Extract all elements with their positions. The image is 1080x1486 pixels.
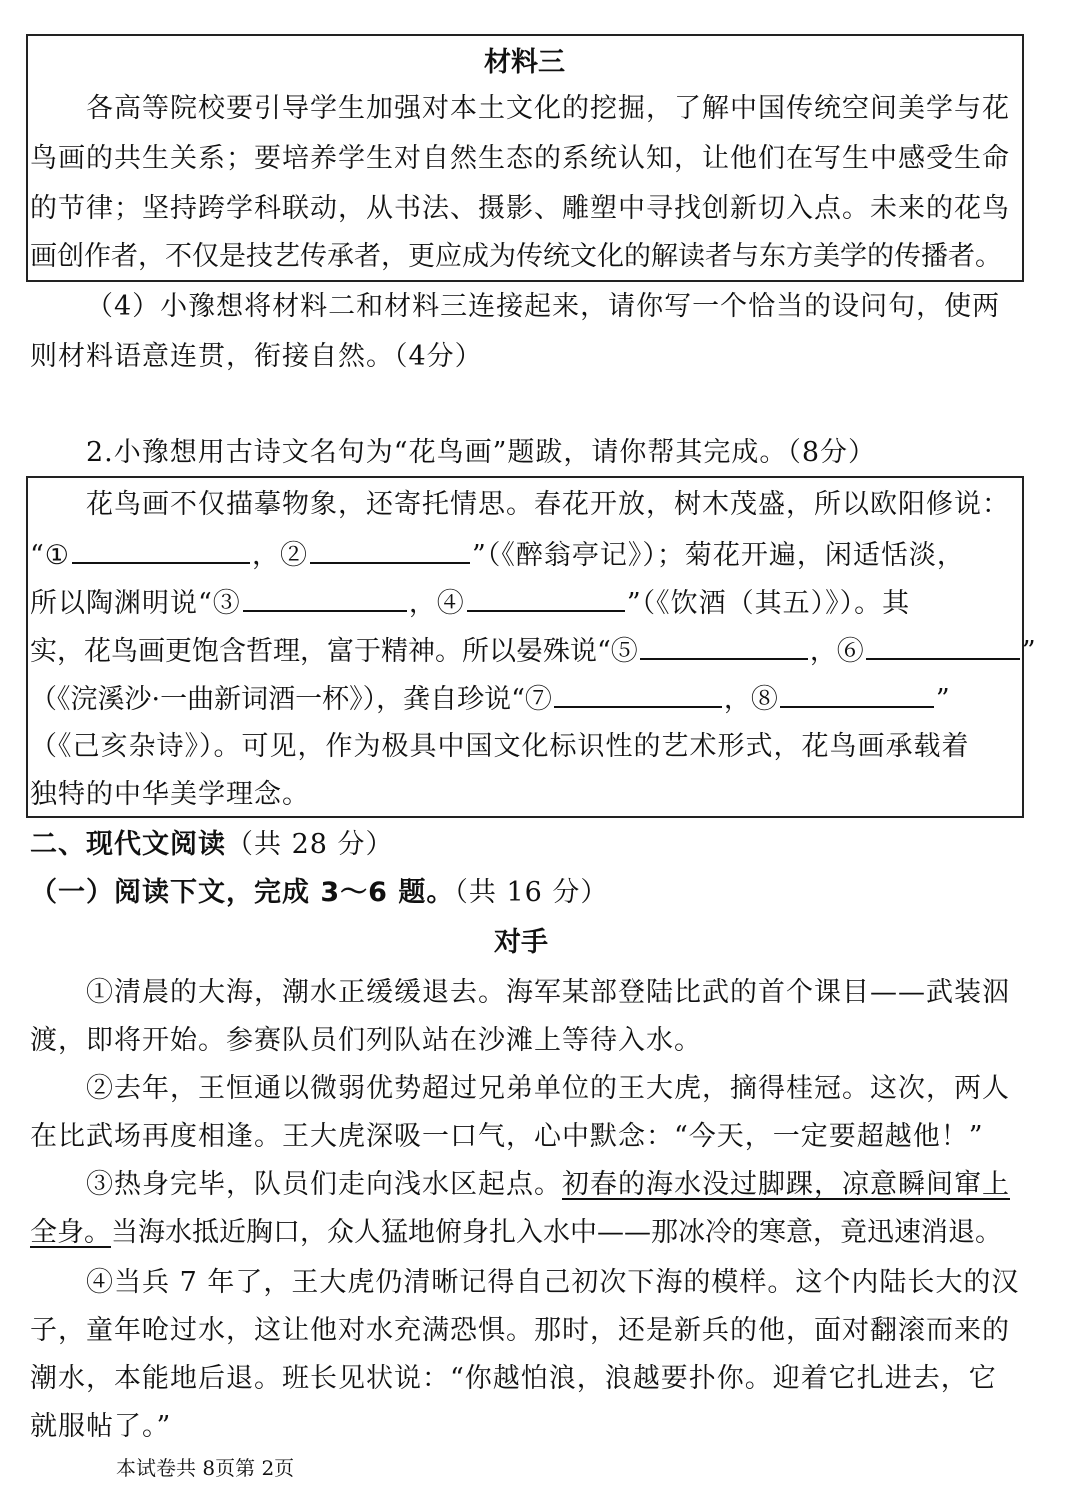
blank-4[interactable] — [467, 584, 625, 612]
material3-title: 材料三 — [484, 47, 565, 78]
material3-line-1: 各高等院校要引导学生加强对本土文化的挖掘，了解中国传统空间美学与花 — [86, 93, 1010, 124]
article-p3b — [30, 1216, 1002, 1250]
article-p3b-underlined: 全身。 — [30, 1217, 111, 1248]
q2-l4a: 实，花鸟画更饱含哲理，富于精神。所以晏殊说“⑤ — [30, 636, 638, 667]
section2-heading — [30, 828, 394, 862]
blank-7[interactable] — [554, 680, 722, 708]
material3-line-2: 鸟画的共生关系；要培养学生对自然生态的系统认知，让他们在写生中感受生命 — [30, 143, 1010, 174]
q2-l2a: “① — [30, 540, 71, 571]
q2-line-2 — [30, 536, 965, 573]
section2-sub-rest: （共 16 分） — [454, 877, 609, 908]
blank-6[interactable] — [866, 632, 1020, 660]
q2-l4c: ” — [1021, 636, 1036, 667]
page-footer: 本试卷共 8页第 2页 — [116, 1456, 295, 1480]
q2-l3a: 所以陶渊明说“③ — [30, 588, 241, 619]
q2-l5b: ，⑧ — [723, 684, 778, 715]
blank-2[interactable] — [310, 536, 470, 564]
q2-line-1: 花鸟画不仅描摹物象，还寄托情思。春花开放，树木茂盛，所以欧阳修说： — [86, 489, 1010, 520]
section2-sub-bold: （一）阅读下文，完成 3～6 题。 — [30, 877, 455, 908]
blank-1[interactable] — [72, 536, 250, 564]
article-p1a: ①清晨的大海，潮水正缓缓退去。海军某部登陆比武的首个课目——武装泅 — [86, 977, 1010, 1008]
article-p4a: ④当兵 7 年了，王大虎仍清晰记得自己初次下海的模样。这个内陆长大的汉 — [86, 1267, 1020, 1298]
article-p4d: 就服帖了。” — [30, 1411, 172, 1442]
article-p3a-underlined: 初春的海水没过脚踝，凉意瞬间窜上 — [562, 1169, 1010, 1200]
q2-line-3 — [30, 584, 910, 621]
q4-line-1: （4）小豫想将材料二和材料三连接起来，请你写一个恰当的设问句，使两 — [86, 291, 1001, 322]
article-p3b-plain: 当海水抵近胸口，众人猛地俯身扎入水中——那冰冷的寒意，竟迅速消退。 — [111, 1217, 1002, 1248]
q2-line-4 — [30, 632, 1036, 669]
material3-line-3: 的节律；坚持跨学科联动，从书法、摄影、雕塑中寻找创新切入点。未来的花鸟 — [30, 193, 1010, 224]
article-p3a — [86, 1168, 1010, 1202]
q2-l2b: ，② — [252, 540, 309, 571]
q2-line-5 — [30, 680, 950, 717]
article-p2a: ②去年，王恒通以微弱优势超过兄弟单位的王大虎，摘得桂冠。这次，两人 — [86, 1073, 1010, 1104]
q2-line-6: （《己亥杂诗》）。可见，作为极具中国文化标识性的艺术形式，花鸟画承载着 — [30, 731, 970, 762]
q2-l4b: ，⑥ — [809, 636, 864, 667]
blank-8[interactable] — [780, 680, 934, 708]
article-p1b: 渡，即将开始。参赛队员们列队站在沙滩上等待入水。 — [30, 1025, 702, 1056]
q2-l3b: ，④ — [408, 588, 465, 619]
article-p3a-plain: ③热身完毕，队员们走向浅水区起点。 — [86, 1169, 562, 1200]
section2-subheading — [30, 876, 608, 910]
blank-3[interactable] — [243, 584, 407, 612]
section2-heading-bold: 二、现代文阅读 — [30, 829, 226, 860]
q2-l3c: ”（《饮酒（其五）》）。其 — [626, 588, 911, 619]
article-p4b: 子，童年呛过水，这让他对水充满恐惧。那时，还是新兵的他，面对翻滚而来的 — [30, 1315, 1010, 1346]
q2-line-7: 独特的中华美学理念。 — [30, 779, 310, 810]
q2-header: 2.小豫想用古诗文名句为“花鸟画”题跋，请你帮其完成。（8分） — [86, 437, 877, 468]
article-p2b: 在比武场再度相逢。王大虎深吸一口气，心中默念：“今天，一定要超越他！” — [30, 1121, 984, 1152]
article-p4c: 潮水，本能地后退。班长见状说：“你越怕浪，浪越要扑你。迎着它扎进去，它 — [30, 1363, 997, 1394]
material3-line-4: 画创作者，不仅是技艺传承者，更应成为传统文化的解读者与东方美学的传播者。 — [30, 241, 1002, 272]
article-title: 对手 — [494, 927, 548, 958]
section2-heading-rest: （共 28 分） — [226, 829, 394, 860]
q2-l2c: ”（《醉翁亭记》）；菊花开遍，闲适恬淡， — [472, 540, 965, 571]
blank-5[interactable] — [640, 632, 808, 660]
q2-l5c: ” — [935, 684, 950, 715]
q4-line-2: 则材料语意连贯，衔接自然。（4分） — [30, 341, 483, 372]
q2-l5a: （《浣溪沙·一曲新词酒一杯》），龚自珍说“⑦ — [30, 684, 552, 715]
